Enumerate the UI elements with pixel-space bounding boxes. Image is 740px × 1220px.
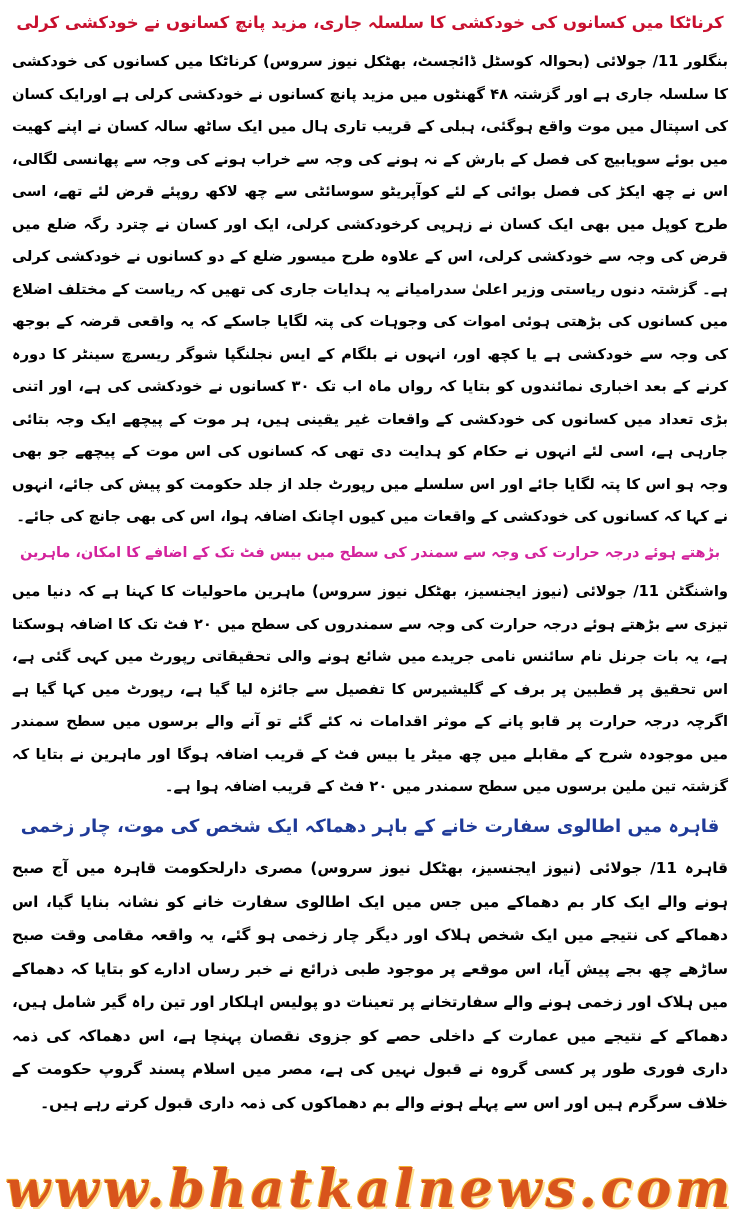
article-body: واشنگٹن 11/ جولائی (نیوز ایجنسیز، بھٹکل نیوز سروس) ماہرین ماحولیات کا کہنا ہے کہ دنیا میں تیزی سے بڑھتے ہوئے درجہ حرارت کی وجہ سے سمندروں کی سطح میں ۲۰ فٹ تک کا اضافہ ہوسکتا ہے، یہ بات جرنل نام سائنس نامی جریدے میں شائع ہونے والی تحقیقاتی رپورٹ میں کہی گئی ہے، اس تحقیق پر قطبین پر برف کے گلیشیرس کا تفصیل سے جائزہ لیا گیا ہے، رپورٹ میں کہا گیا ہے اگرچہ درجہ حرارت پر قابو پانے کے موثر اقدامات نہ کئے گئے تو آنے والے برسوں میں سطح سمندر میں موجودہ شرح کے مقابلے میں چھ میٹر یا بیس فٹ کے قریب اضافہ ہوگا اور ماہرین نے بتایا کہ گزشتہ تین ملین برسوں میں سطح سمندر میں ۲۰ فٹ کے قریب اضافہ ہوا ہے۔ [12, 583, 728, 795]
website-url: www.bhatkalnews.com [5, 1160, 735, 1220]
article-sea-level-rise [12, 536, 728, 804]
article-cairo-blast [12, 810, 728, 1120]
article-body: بنگلور 11/ جولائی (بحوالہ کوسٹل ڈائجسٹ، بھٹکل نیوز سروس) کرناٹکا میں کسانوں کی خودکشی کا سلسلہ جاری ہے اور گزشتہ ۴۸ گھنٹوں میں مزید پانچ کسانوں نے خودکشی کرلی ہے اورایک کسان کی اسپتال میں موت واقع ہوگئی، ہبلی کے قریب تاری ہال میں ایک ساٹھ سالہ کسان نے اپنے کھیت میں بوئے سویابیج کی فصل کے بارش کے نہ ہونے کی وجہ سے خراب ہونے کی وجہ سے پھانسی لگالی، اس نے چھ ایکڑ کی فصل بوائی کے لئے کوآپریٹو سوسائٹی سے چھ لاکھ روپئے قرض لئے تھے، اسی طرح کوپل میں بھی ایک کسان نے زہرپی کرخودکشی کرلی، ایک اور کسان نے چترد رگہ ضلع میں قرض کی وجہ سے خودکشی کرلی، اس کے علاوہ طرح میسور ضلع کے دو کسانوں نے خودکشی کرلی ہے۔ گزشتہ دنوں ریاستی وزیر اعلیٰ سدرامیانے یہ ہدایات جاری کی تھیں کہ ریاست کے مختلف اضلاع میں کسانوں کی بڑھتی ہوئی اموات کی وجوہات کی پتہ لگایا جاسکے کہ یہ واقعی قرضہ کے بوجھ کی وجہ سے خودکشی ہے یا کچھ اور، انہوں نے بلگام کے ایس نجلنگپا شوگر ریسرچ سینٹر کا دورہ کرنے کے بعد اخباری نمائندوں کو بتایا کہ رواں ماہ اب تک ۳۰ کسانوں نے خودکشی کی ہے، اور اتنی بڑی تعداد میں کسانوں کی خودکشی کے واقعات غیر یقینی ہیں، ہر موت کے پیچھے ایک وجہ بتائی جارہی ہے، اسی لئے انہوں نے حکام کو ہدایت دی تھی کہ کسانوں کی اس موت کے پیچھے جو بھی وجہ ہو اس کا پتہ لگایا جائے اور اس سلسلے میں رپورٹ جلد از جلد حکومت کو پیش کی جائے، انہوں نے کہا کہ کسانوں کی خودکشی کے واقعات میں کیوں اچانک اضافہ ہوا، اس کی بھی جانچ کی جائے۔ [12, 53, 729, 525]
article-headline: کرناٹکا میں کسانوں کی خودکشی کا سلسلہ جاری، مزید پانچ کسانوں نے خودکشی کرلی [16, 13, 724, 32]
article-headline: قاہرہ میں اطالوی سفارت خانے کے باہر دھماکہ ایک شخص کی موت، چار زخمی [20, 816, 720, 837]
article-body: قاہرہ 11/ جولائی (نیوز ایجنسیز، بھٹکل نیوز سروس) مصری دارلحکومت قاہرہ میں آج صبح ہونے والے ایک کار بم دھماکے میں جس میں ایک اطالوی سفارت خانے کو نشانہ بنایا گیا، اس دھماکے کی نتیجے میں ایک شخص ہلاک اور دیگر چار زخمی ہو گئے، یہ واقعہ مقامی وقت صبح ساڑھے چھ بجے پیش آیا، اس موقعے پر موجود طبی ذرائع نے خبر رساں ادارے کو بتایا کہ دھماکے میں ہلاک اور زخمی ہونے والے سفارتخانے پر تعینات دو پولیس اہلکار اور تین راہ گیر شامل ہیں، دھماکے کے نتیجے میں عمارت کے داخلی حصے کو جزوی نقصان پہنچا ہے، اس دھماکہ کی ذمہ داری فوری طور پر کسی گروہ نے قبول نہیں کی ہے، مصر میں اسلام پسند گروپ حکومت کے خلاف سرگرم ہیں اور اس سے پہلے ہونے والے بم دھماکوں کی ذمہ داری قبول کرتے رہے ہیں۔ [12, 859, 729, 1112]
footer-website-banner [0, 1160, 740, 1220]
article-karnataka-farmers [12, 6, 728, 534]
article-headline: بڑھتے ہوئے درجہ حرارت کی وجہ سے سمندر کی سطح میں بیس فٹ تک کے اضافے کا امکان، ماہرین [19, 545, 721, 561]
